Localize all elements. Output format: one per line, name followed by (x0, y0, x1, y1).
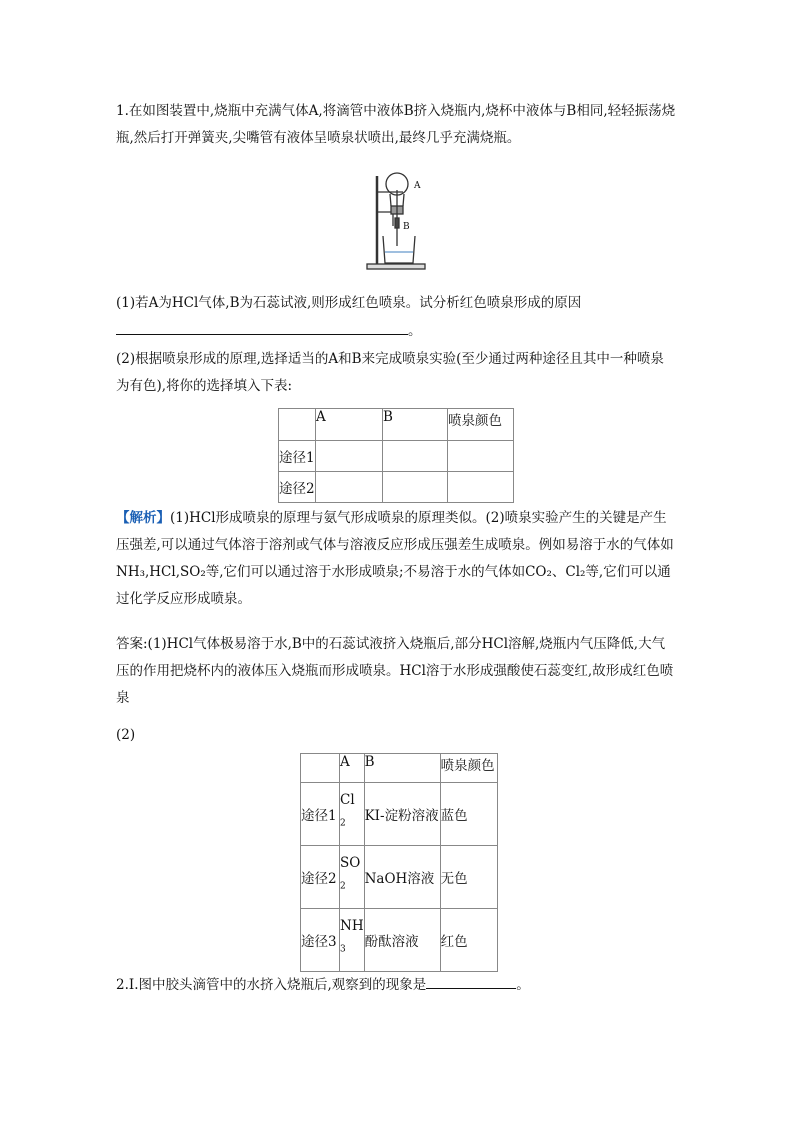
answer-blank (116, 318, 408, 335)
question-2-stem: 2.Ⅰ.图中胶头滴管中的水挤入烧瓶后,观察到的现象是 。 (116, 972, 676, 999)
answer-fountain-color: 红色 (440, 909, 497, 972)
analysis-text: (1)HCl形成喷泉的原理与氨气形成喷泉的原理类似。(2)喷泉实验产生的关键是产生压强差,可以通过气体溶于溶剂或气体与溶液反应形成压强差生成喷泉。例如易溶于水的气体如NH₃,HCl,SO₂等,它们可以通过溶于水形成喷泉;不易溶于水的气体如CO₂、Cl₂等,它们可以通过化学反应形成喷泉。 (116, 510, 674, 607)
analysis-paragraph (116, 505, 676, 613)
answer-part-2-label: (2) (116, 727, 136, 743)
table-row-label: 途径2 (279, 472, 316, 503)
answer-header-color: 喷泉颜色 (440, 754, 497, 783)
question-1-table (278, 408, 514, 503)
figure-label-a: A (414, 181, 421, 191)
answer-gas-a: SO $_2$ (340, 846, 365, 909)
question-1-part-1-answer-line (116, 318, 676, 345)
part-1-end-mark: 。 (408, 323, 422, 339)
answer-route: 途径2 (301, 846, 340, 909)
answer-liquid-b: 酚酞溶液 (364, 909, 440, 972)
answer-table (300, 753, 498, 972)
answer-liquid-b: KI-淀粉溶液 (364, 783, 440, 846)
answer-paragraph: 答案:(1)HCl气体极易溶于水,B中的石蕊试液挤入烧瓶后,部分HCl溶解,烧瓶内气压降低,大气压的作用把烧杯内的液体压入烧瓶而形成喷泉。HCl溶于水形成强酸使石蕊变红,故形成红色喷泉 (116, 636, 674, 706)
answer-fountain-color: 无色 (440, 846, 497, 909)
answer-route: 途径1 (301, 783, 340, 846)
answer-gas-a: Cl $_2$ (340, 783, 365, 846)
analysis-tag: 【解析】 (116, 510, 170, 526)
table-row-label: 途径1 (279, 441, 316, 472)
answer-header-a: A (340, 754, 365, 783)
answer-fountain-color: 蓝色 (440, 783, 497, 846)
figure-label-b: B (403, 222, 410, 232)
question-1-part-2: (2)根据喷泉形成的原理,选择适当的A和B来完成喷泉实验(至少通过两种途径且其中一种喷泉为有色),将你的选择填入下表: (116, 351, 664, 394)
table-header-a: A (316, 409, 383, 441)
answer-blank (426, 972, 516, 989)
question-1-stem: 1.在如图装置中,烧瓶中充满气体A,将滴管中液体B挤入烧瓶内,烧杯中液体与B相同,轻轻振荡烧瓶,然后打开弹簧夹,尖嘴管有液体呈喷泉状喷出,最终几乎充满烧瓶。 (116, 103, 676, 146)
question-1-part-1: (1)若A为HCl气体,B为石蕊试液,则形成红色喷泉。试分析红色喷泉形成的原因 (116, 295, 582, 311)
table-header-b: B (383, 409, 448, 441)
answer-route: 途径3 (301, 909, 340, 972)
answer-liquid-b: NaOH溶液 (364, 846, 440, 909)
answer-header-b: B (364, 754, 440, 783)
table-header-color: 喷泉颜色 (448, 409, 514, 441)
answer-gas-a: NH $_3$ (340, 909, 365, 972)
fountain-apparatus-figure (365, 170, 433, 272)
